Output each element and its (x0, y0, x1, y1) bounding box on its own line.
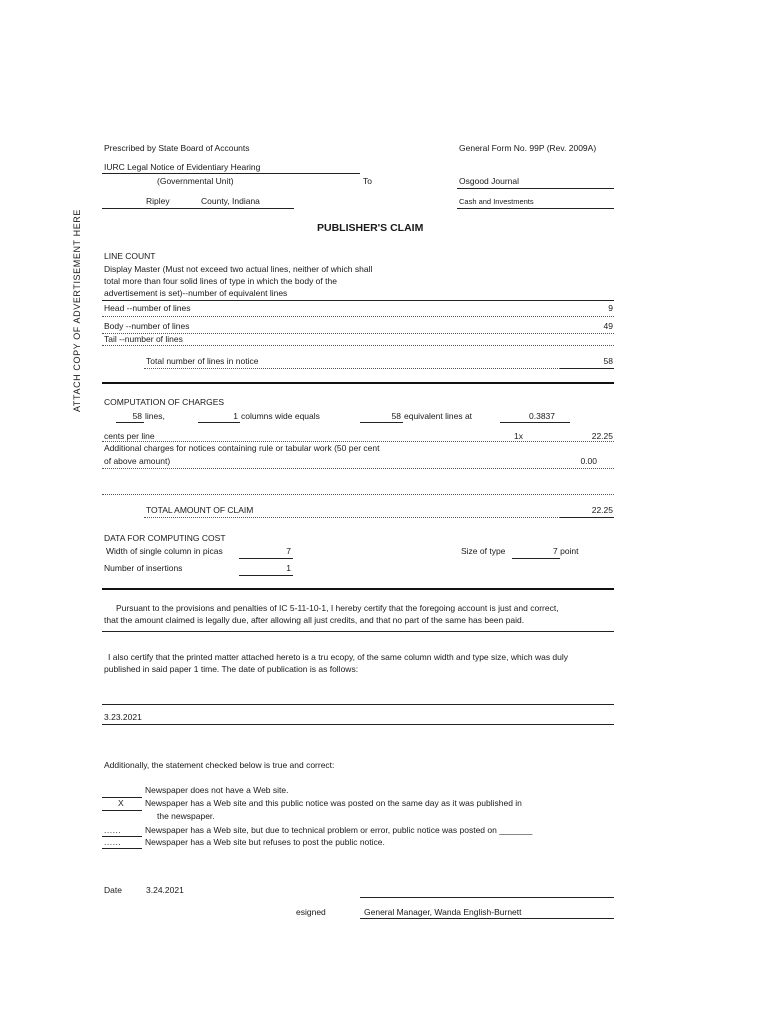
display-master-line-3: advertisement is set)--number of equivalent lines (104, 288, 288, 298)
body-lines-label: Body --number of lines (104, 321, 190, 331)
insertions-value: 1 (286, 563, 291, 573)
total-lines-rule (144, 368, 560, 369)
statements-intro: Additionally, the statement checked below is true and correct: (104, 760, 335, 770)
date-label: Date (104, 885, 122, 895)
option-1-text: Newspaper does not have a Web site. (145, 785, 289, 795)
certification-para1-line2: that the amount claimed is legally due, after allowing all just credits, and that no part of the same has been paid. (104, 615, 525, 625)
certification-para1-line1: Pursuant to the provisions and penalties of IC 5-11-10-1, I hereby certify that the foregoing account is just and correct, (116, 603, 559, 613)
publication-date-rule (102, 724, 614, 725)
additional-charges-line-1: Additional charges for notices containing rule or tabular work (50 per cent (104, 443, 380, 453)
type-size-label: Size of type (461, 546, 506, 556)
option-4-text: Newspaper has a Web site but refuses to post the public notice. (145, 837, 385, 847)
column-width-rule (239, 558, 293, 559)
type-size-rule (512, 558, 560, 559)
insertions-rule (239, 575, 293, 576)
publisher-rule (457, 188, 614, 189)
equivalent-lines-rule (360, 422, 403, 423)
publication-date: 3.23.2021 (104, 712, 142, 722)
cents-rule (102, 441, 614, 442)
cost-data-heading: DATA FOR COMPUTING COST (104, 533, 226, 543)
publisher-name: Osgood Journal (459, 176, 520, 186)
governmental-unit-label: (Governmental Unit) (157, 176, 234, 186)
notice-title-rule (102, 173, 360, 174)
total-claim-rule (144, 517, 560, 518)
page-title: PUBLISHER'S CLAIM (317, 222, 424, 234)
display-master-rule (102, 300, 614, 301)
total-lines-label: Total number of lines in notice (146, 356, 259, 366)
form-number: General Form No. 99P (Rev. 2009A) (459, 143, 597, 153)
subtotal-value: 22.25 (591, 431, 613, 441)
additional-charges-line-2: of above amount) (104, 456, 171, 466)
head-lines-label: Head --number of lines (104, 303, 191, 313)
columns-value: 1 (233, 411, 238, 421)
option-3-text: Newspaper has a Web site, but due to technical problem or error, public notice was posted on _______ (145, 825, 533, 835)
signature-rule (360, 918, 614, 919)
to-label: To (363, 176, 372, 186)
attach-advertisement-label: ATTACH COPY OF ADVERTISEMENT HERE (72, 209, 82, 412)
account-rule (457, 208, 614, 209)
county-name: Ripley (146, 196, 170, 206)
certification-rule-1 (102, 631, 614, 632)
signature-rule-top (360, 897, 614, 898)
display-master-line-2: total more than four solid lines of type in which the body of the (104, 276, 337, 286)
notice-title: IURC Legal Notice of Evidentiary Hearing (104, 162, 261, 172)
option-4-mark: ...... (104, 837, 122, 847)
signed-label: esigned (296, 907, 326, 917)
equivalent-lines-label: equivalent lines at (404, 411, 473, 421)
section-divider-1 (102, 382, 614, 384)
line-count-heading: LINE COUNT (104, 251, 156, 261)
lines-count-rule (116, 422, 144, 423)
type-size-value: 7 point (553, 546, 579, 556)
columns-label: columns wide equals (241, 411, 320, 421)
certification-rule-2 (102, 704, 614, 705)
display-master-line-1: Display Master (Must not exceed two actual lines, neither of which shall (104, 264, 373, 274)
columns-rule (198, 422, 240, 423)
option-2-text-continued: the newspaper. (157, 811, 215, 821)
rate-rule (500, 422, 570, 423)
section-divider-2 (102, 588, 614, 590)
charges-heading: COMPUTATION OF CHARGES (104, 397, 225, 407)
option-2-checkbox[interactable] (102, 810, 142, 811)
tail-lines-rule (102, 345, 614, 346)
lines-count-label: lines, (145, 411, 165, 421)
total-claim-value: 22.25 (591, 505, 613, 515)
total-claim-label: TOTAL AMOUNT OF CLAIM (146, 505, 254, 515)
certification-para2-line2: published in said paper 1 time. The date of publication is as follows: (104, 664, 359, 674)
insertions-label: Number of insertions (104, 563, 183, 573)
prescribed-by: Prescribed by State Board of Accounts (104, 143, 250, 153)
head-lines-value: 9 (608, 303, 613, 313)
total-lines-value-rule (560, 368, 614, 369)
county-rule (102, 208, 294, 209)
county-state: County, Indiana (201, 196, 260, 206)
option-4-checkbox[interactable] (102, 848, 142, 849)
head-lines-rule (102, 316, 614, 317)
option-2-mark: X (118, 798, 124, 808)
total-claim-value-rule (560, 517, 614, 518)
certification-para2-line1: I also certify that the printed matter attached hereto is a tru ecopy, of the same column width and type size, which was duly (108, 652, 569, 662)
column-width-value: 7 (286, 546, 291, 556)
lines-count-value: 58 (132, 411, 142, 421)
equivalent-lines-value: 58 (391, 411, 401, 421)
signer-name: General Manager, Wanda English-Burnett (364, 907, 522, 917)
option-2-text: Newspaper has a Web site and this public notice was posted on the same day as it was published in (145, 798, 522, 808)
rate-per-line: 0.3837 (529, 411, 555, 421)
additional-rule (102, 468, 614, 469)
total-lines-value: 58 (603, 356, 613, 366)
body-lines-value: 49 (603, 321, 613, 331)
cents-per-line-label: cents per line (104, 431, 155, 441)
column-width-label: Width of single column in picas (106, 546, 223, 556)
date-value: 3.24.2021 (146, 885, 184, 895)
account-name: Cash and Investments (459, 197, 534, 206)
option-3-mark: ...... (104, 825, 122, 835)
tail-lines-label: Tail --number of lines (104, 334, 183, 344)
additional-charges-value: 0.00 (580, 456, 597, 466)
multiplier: 1x (514, 431, 523, 441)
blank-rule (102, 494, 614, 495)
